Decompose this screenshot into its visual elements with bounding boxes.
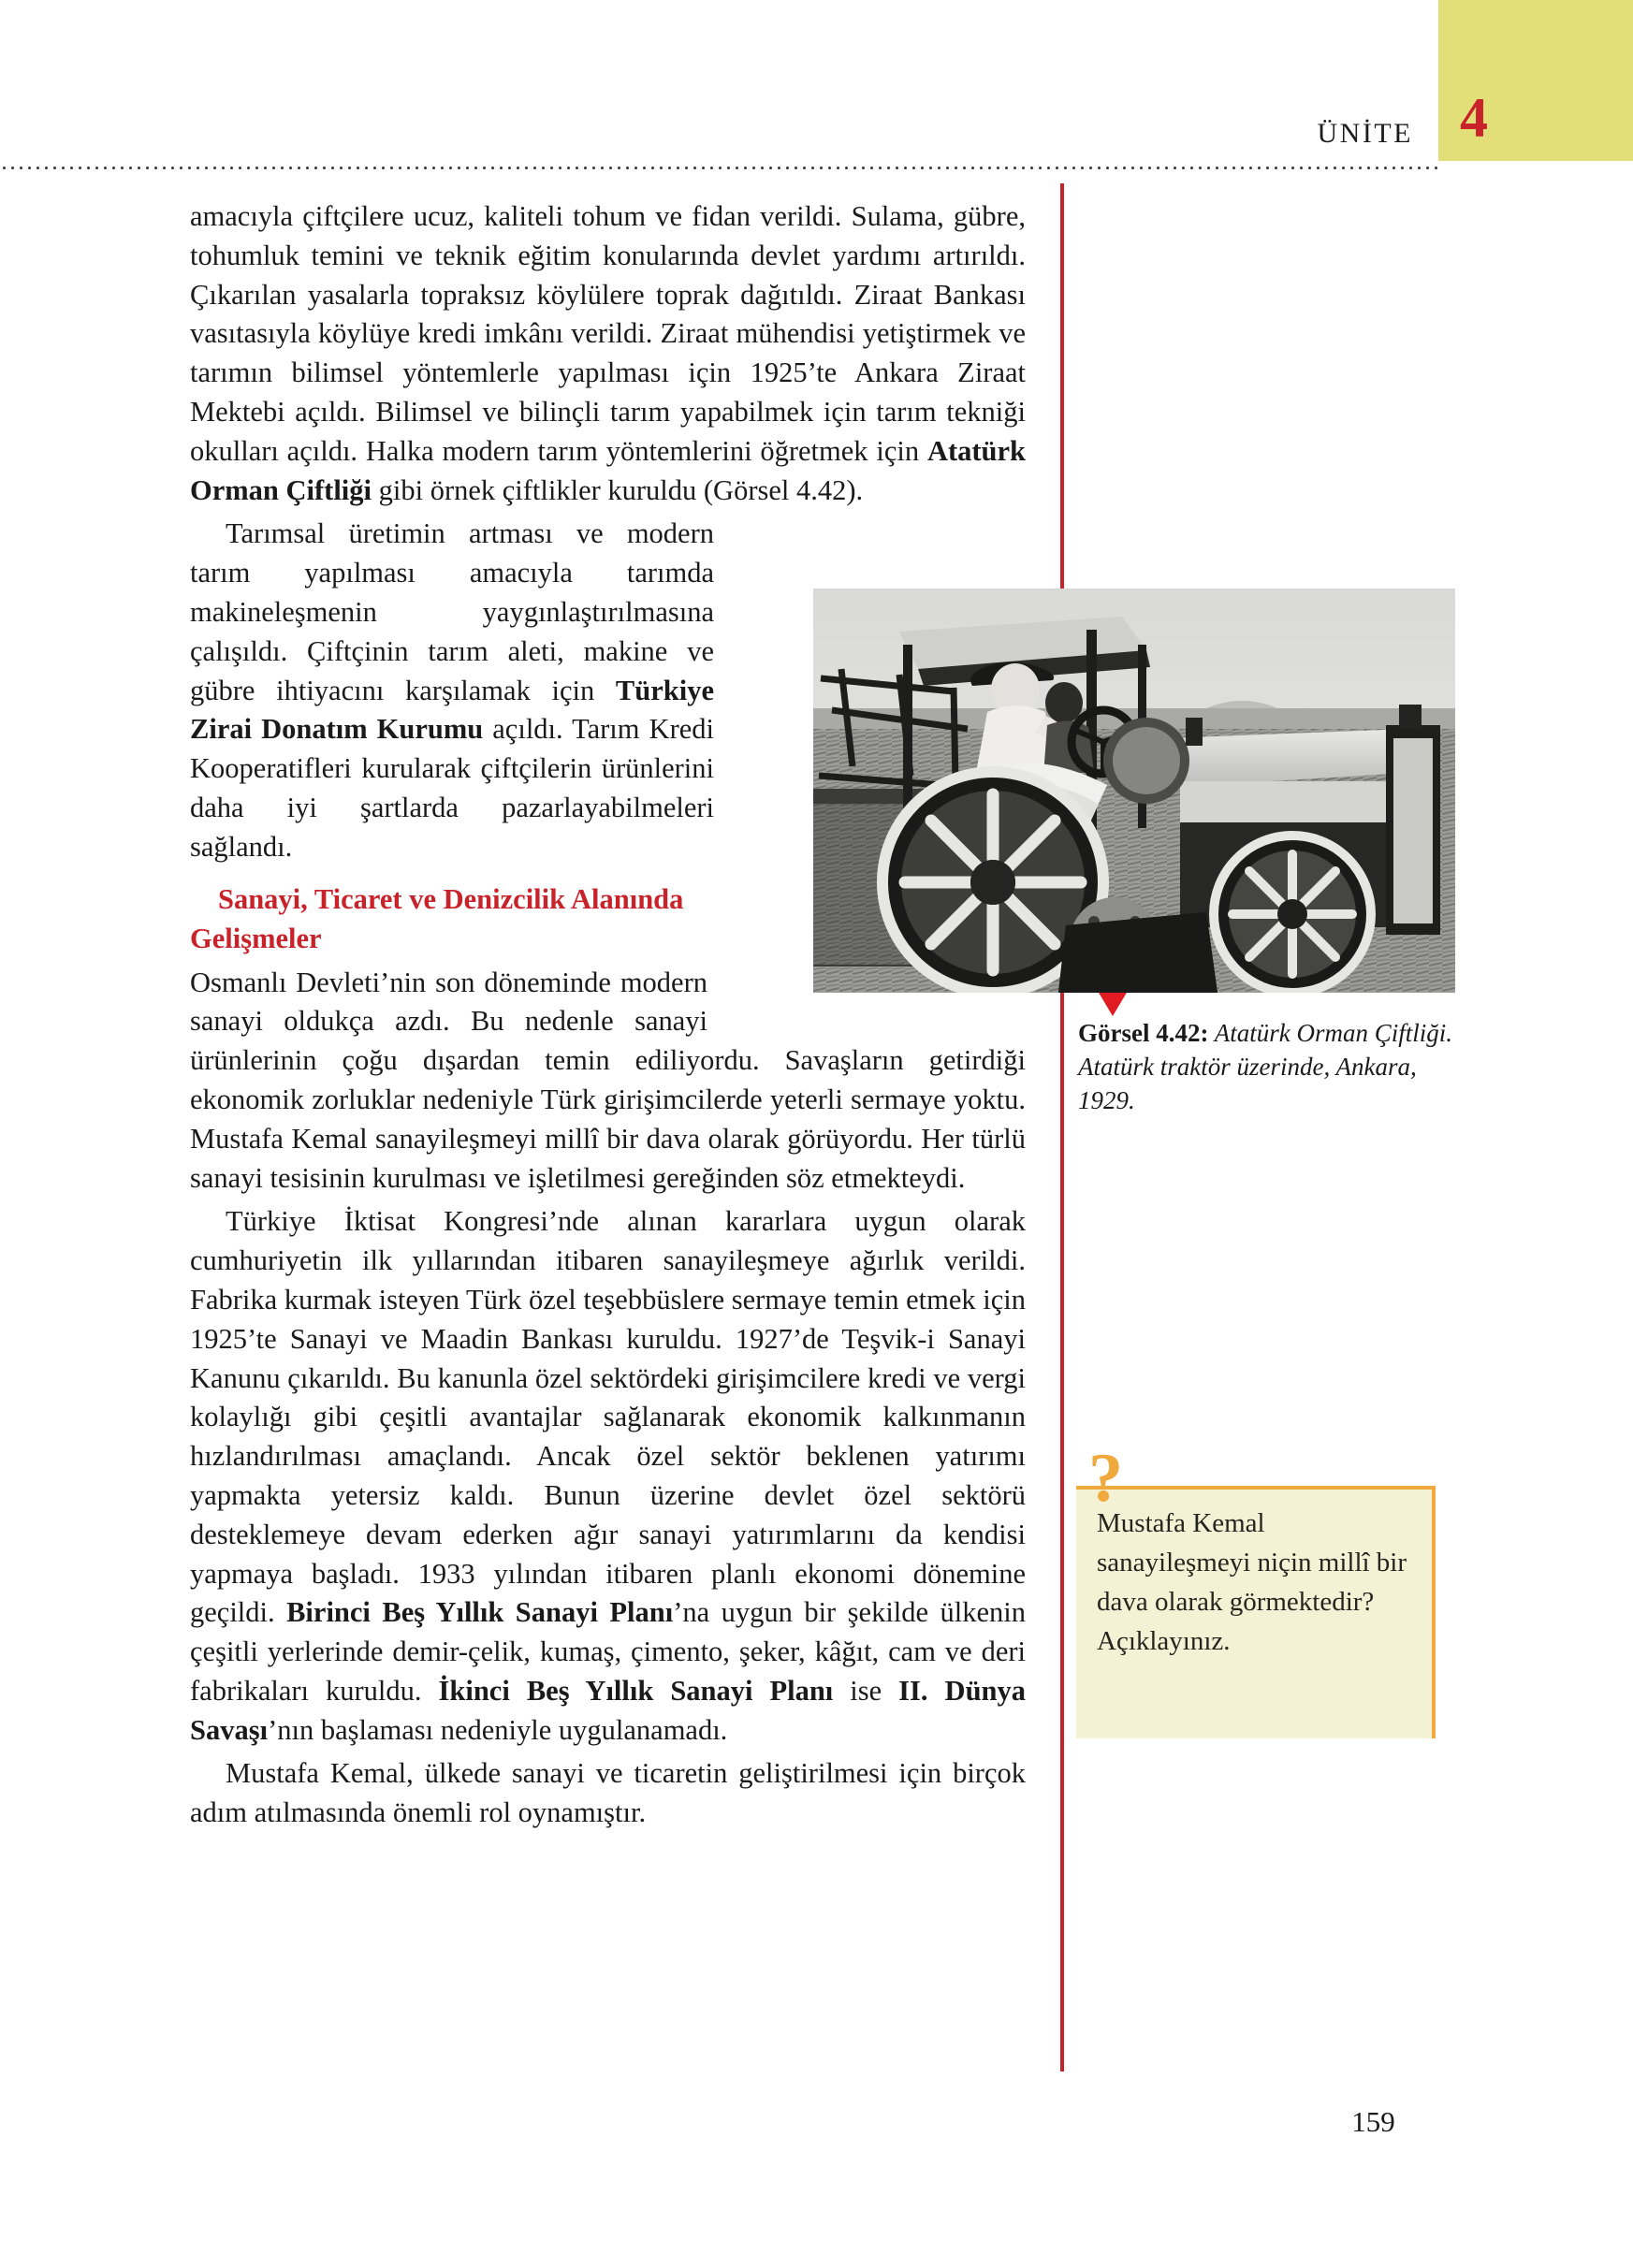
p-agriculture: [190, 197, 1026, 510]
header-dotted-rule: [0, 167, 1438, 169]
figure-caption-label: Görsel 4.42:: [1078, 1019, 1209, 1047]
body-text-flow: [190, 197, 1026, 1833]
main-text-column: [190, 197, 1026, 1833]
body-text-run: ise: [833, 1674, 899, 1707]
emphasized-term: İkinci Beş Yıllık Sanayi Planı: [438, 1674, 834, 1707]
figure-caption: [1078, 1016, 1452, 1117]
photo-flow-spacer: [707, 964, 1026, 1007]
emphasized-term: Atatürk Orman Çiftliği: [190, 434, 1026, 506]
figure-caption-text: Atatürk Orman Çiftliği. Atatürk traktör üzerinde, Ankara, 1929.: [1078, 1019, 1453, 1114]
unit-number: 4: [1460, 87, 1488, 149]
p-industry-plans: [190, 1202, 1026, 1750]
vertical-red-rule: [1060, 183, 1064, 2072]
body-text-run: ’nın başlaması nedeniyle uygulanamadı.: [268, 1713, 728, 1746]
page-number: 159: [1351, 2105, 1395, 2138]
body-text-run: açıldı. Tarım Kredi Kooperatifleri kurularak çiftçilerin ürünlerini daha iyi şartlarda pazarlayabilmeleri sağlandı.: [190, 713, 714, 863]
p-closing: [190, 1754, 1026, 1833]
emphasized-term: Türkiye Zirai Donatım Kurumu: [190, 674, 714, 746]
emphasized-term: Birinci Beş Yıllık Sanayi Planı: [286, 1596, 674, 1629]
unit-label: ÜNİTE: [1317, 118, 1413, 149]
body-text-run: amacıyla çiftçilere ucuz, kaliteli tohum ve fidan verildi. Sulama, gübre, tohumluk temini ve teknik eğitim konularında devlet yardımı artırıldı. Çıkarılan yasalarla topraksız köylülere toprak dağıtıldı. Ziraat Bankası vasıtasıyla köylüye kredi imkânı verildi. Ziraat mühendisi yetiştirmek ve tarımın bilimsel yöntemlerle yapılması için 1925’te Ankara Ziraat Mektebi açıldı. Bilimsel ve bilinçli tarım yapabilmek için tarım tekniği okulları açıldı. Halka modern tarım yöntemlerini öğretmek için: [190, 200, 1026, 467]
body-text-run: Tarımsal üretimin artması ve modern tarım yapılması amacıyla tarımda makineleşmenin yaygınlaştırılmasına çalışıldı. Çiftçinin tarım aleti, makine ve gübre ihtiyacını karşılamak için: [190, 517, 714, 706]
p-mechanization: [190, 515, 714, 866]
body-text-run: gibi örnek çiftlikler kuruldu (Görsel 4.42).: [372, 473, 864, 506]
body-text-run: ’na uygun bir şekilde ülkenin çeşitli yerlerinde demir-çelik, kumaş, çimento, şeker, kâğıt, cam ve deri fabrikaları kuruldu.: [190, 1596, 1027, 1707]
body-text-run: Türkiye İktisat Kongresi’nde alınan kararlara uygun olarak cumhuriyetin ilk yıllarından itibaren sanayileşmeye ağırlık verildi. Fabrika kurmak isteyen Türk özel teşebbüslere sermaye temin etmek için 1925’te Sanayi ve Maadin Bankası kuruldu. 1927’de Teşvik-i Sanayi Kanunu çıkarıldı. Bu kanunla özel sektördeki girişimcilere kredi ve vergi kolaylığı gibi çeşitli avantajlar sağlanarak ekonomik kalkınmanın hızlandırılması amaçlandı. Ancak özel sektör beklenen yatırımı yapmakta yetersiz kaldı. Bunun üzerine devlet özel sektörü desteklemeye devam ederken ağır sanayi yatırımlarını da kendisi yapmaya başladı. 1933 yılından itibaren planlı ekonomi dönemine geçildi.: [190, 1205, 1026, 1629]
question-box-text: Mustafa Kemal sanayileşmeyi niçin millî bir dava olarak görmektedir? Açıklayınız.: [1097, 1508, 1407, 1656]
body-text-run: Osmanlı Devleti’nin son döneminde modern sanayi oldukça azdı. Bu nedenle sanayi ürünlerinin çoğu dışardan temin ediliyordu. Savaşların getirdiği ekonomik zorluklar nedeniyle Türk girişimcilerde yeterli sermaye yoktu. Mustafa Kemal sanayileşmeyi millî bir dava olarak görüyordu. Her türlü sanayi tesisinin kurulması ve işletilmesi gereğinden söz etmekteydi.: [190, 966, 1026, 1194]
question-mark-icon: ?: [1088, 1440, 1123, 1517]
section-heading: Sanayi, Ticaret ve Denizcilik Alanında Gelişmeler: [190, 882, 684, 954]
emphasized-term: II. Dünya Savaşı: [190, 1674, 1026, 1746]
body-text-run: Mustafa Kemal, ülkede sanayi ve ticaretin geliştirilmesi için birçok adım atılmasında önemli rol oynamıştır.: [190, 1757, 1026, 1829]
